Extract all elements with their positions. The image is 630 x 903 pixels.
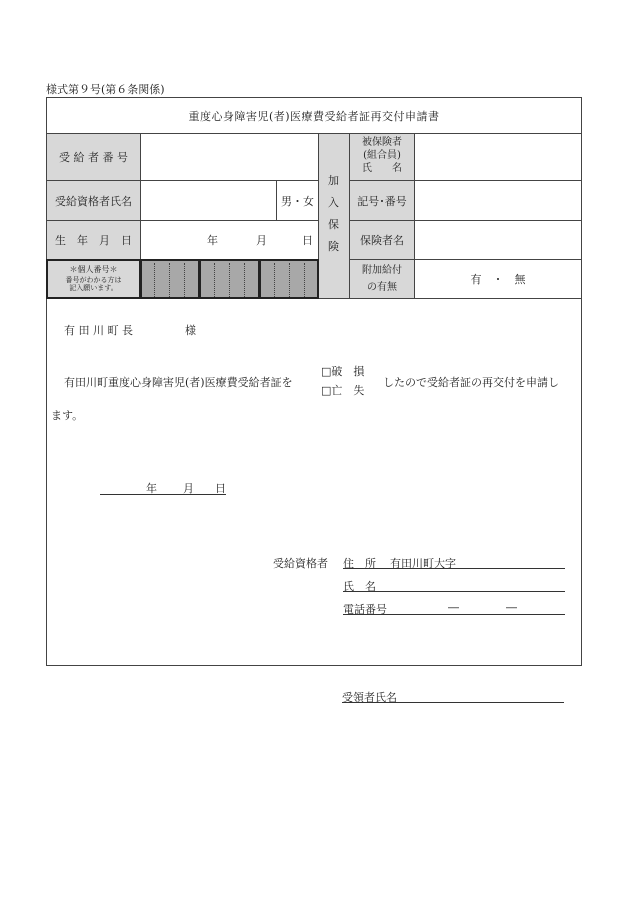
mynumber-digits-group-1[interactable]: [140, 259, 200, 299]
address-label: 住 所: [343, 557, 376, 570]
request-text-part2: したので受給者証の再交付を申請し: [383, 376, 559, 389]
digit-divider: [274, 263, 275, 297]
recipient-name-label: 受給資格者氏名: [55, 194, 132, 208]
date-day-unit: 日: [215, 482, 226, 495]
digit-divider: [214, 263, 215, 297]
insurer-name-field[interactable]: [415, 221, 581, 259]
name-underline[interactable]: [343, 591, 565, 592]
digit-divider: [184, 263, 185, 297]
mynumber-note: 番号がわかる方は記入願います。: [65, 276, 122, 292]
option-damaged-checkbox[interactable]: □破 損: [321, 365, 365, 378]
receiver-name-label: 受領者氏名: [342, 691, 397, 704]
birth-day-unit: 日: [302, 234, 313, 247]
insured-name-label: 被保険者 (組合員) 氏 名: [362, 137, 402, 174]
digit-divider: [169, 263, 170, 297]
mynumber-label-cell: [46, 259, 141, 299]
phone-label: 電話番号: [343, 603, 387, 616]
receiver-name-underline[interactable]: [342, 702, 564, 703]
mynumber-digits-group-3[interactable]: [259, 259, 319, 299]
date-month-unit: 月: [183, 482, 194, 495]
addressee-suffix: 様: [185, 324, 196, 337]
recipient-name-field[interactable]: [141, 181, 276, 220]
insurance-vertical-label: 加 入 保 険: [328, 174, 339, 253]
form-title: 重度心身障害児(者)医療費受給者証再交付申請書: [47, 98, 581, 134]
digit-divider: [229, 263, 230, 297]
birth-month-unit: 月: [256, 234, 267, 247]
address-value[interactable]: 有田川町大字: [390, 557, 456, 570]
phone-separator-2: ―: [506, 601, 517, 614]
phone-separator-1: ―: [448, 601, 459, 614]
form-number-label: 様式第９号(第６条関係): [46, 83, 165, 96]
mynumber-label: ＊個人番号＊: [69, 265, 118, 274]
applicant-label: 受給資格者: [273, 557, 328, 570]
option-lost-checkbox[interactable]: □亡 失: [321, 384, 365, 397]
digit-divider: [304, 263, 305, 297]
recipient-number-label: 受 給 者 番 号: [59, 151, 128, 164]
insurer-name-label: 保険者名: [360, 234, 404, 247]
additional-benefit-label: 附加給付 の有無: [362, 265, 402, 293]
recipient-number-field[interactable]: [141, 134, 318, 180]
birth-year-unit: 年: [207, 234, 218, 247]
name-label: 氏 名: [343, 580, 376, 593]
date-underline: [100, 494, 226, 495]
insured-name-field[interactable]: [415, 134, 581, 180]
symbol-number-label: 記号･番号: [357, 194, 407, 208]
mynumber-digits-group-2[interactable]: [199, 259, 260, 299]
digit-divider: [244, 263, 245, 297]
gender-select[interactable]: 男・女: [281, 194, 314, 208]
digit-divider: [154, 263, 155, 297]
addressee: 有 田 川 町 長: [64, 324, 133, 337]
birth-date-label: 生 年 月 日: [55, 234, 132, 247]
request-text-part3: ます。: [51, 409, 84, 422]
additional-benefit-choice[interactable]: 有 ・ 無: [470, 273, 526, 286]
digit-divider: [289, 263, 290, 297]
phone-underline[interactable]: [343, 614, 565, 615]
symbol-number-field[interactable]: [415, 181, 581, 220]
address-underline: [343, 568, 565, 569]
date-year-unit: 年: [146, 482, 157, 495]
request-text-part1: 有田川町重度心身障害児(者)医療費受給者証を: [64, 376, 293, 389]
